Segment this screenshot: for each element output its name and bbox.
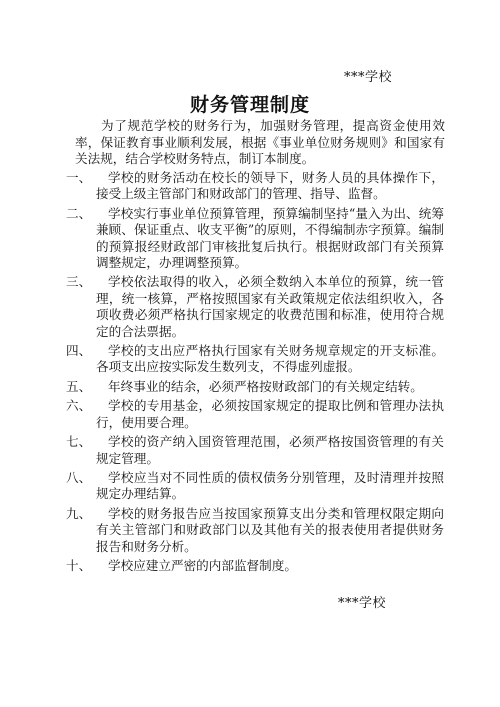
item-number: 十、 (66, 557, 92, 573)
item-number: 一、 (66, 170, 92, 185)
regulation-item (66, 558, 444, 574)
item-number: 七、 (66, 434, 92, 450)
regulation-list (66, 170, 444, 577)
regulation-item (66, 379, 444, 395)
header-school-name: ***学校 (344, 70, 393, 85)
regulation-item (66, 506, 444, 555)
regulation-item (66, 398, 444, 431)
item-text: 学校依法取得的收入，必须全数纳入本单位的预算，统一管理，统一核算，严格按照国家有关政策规定依法组织收入，各项收费必须严格执行国家规定的收费范围和标准，使用符合规定的合法票据。 (96, 274, 444, 339)
item-text: 学校实行事业单位预算管理，预算编制坚持“量入为出、统筹兼顾、保证重点、收支平衡”的原则，不得编制赤字预算。编制的预算报经财政部门审核批复后执行。根据财政部门有关预算调整规定，办理调整预算。 (96, 205, 444, 271)
item-number: 四、 (66, 343, 92, 359)
item-text: 学校的财务活动在校长的领导下，财务人员的具体操作下，接受上级主管部门和财政部门的管理、指导、监督。 (96, 170, 444, 202)
item-text: 学校的财务报告应当按国家预算支出分类和管理权限定期向有关主管部门和财政部门以及其他有关的报表使用者提供财务报告和财务分析。 (96, 505, 444, 554)
item-text: 年终事业的结余，必须严格按财政部门的有关规定结转。 (108, 378, 423, 394)
item-number: 五、 (66, 378, 92, 394)
item-number: 六、 (66, 398, 92, 414)
item-text: 学校的支出应严格执行国家有关财务规章规定的开支标准。各项支出应按实际发生数列支，不得虚列虚报。 (96, 343, 444, 375)
regulation-item (66, 343, 444, 376)
regulation-item (66, 274, 444, 340)
item-text: 学校的资产纳入国资管理范围，必须严格按国资管理的有关规定管理。 (96, 434, 444, 466)
regulation-item (66, 434, 444, 467)
regulation-item (66, 170, 444, 203)
item-number: 二、 (66, 205, 92, 221)
item-text: 学校的专用基金，必须按国家规定的提取比例和管理办法执行，使用要合理。 (96, 398, 444, 430)
item-number: 三、 (66, 274, 92, 290)
item-text: 学校应建立严密的内部监督制度。 (108, 557, 297, 573)
intro-paragraph: 为了规范学校的财务行为，加强财务管理，提高资金使用效率，保证教育事业顺利发展，根据《事业单位财务规则》和国家有关法规，结合学校财务特点，制订本制度。 (75, 118, 445, 167)
regulation-item (66, 206, 444, 272)
regulation-item (66, 470, 444, 503)
document-title: 财务管理制度 (189, 94, 310, 116)
item-text: 学校应当对不同性质的债权债务分别管理，及时清理并按照规定办理结算。 (96, 469, 444, 502)
footer-school-name: ***学校 (338, 596, 387, 611)
item-number: 九、 (66, 505, 92, 521)
item-number: 八、 (66, 469, 92, 485)
